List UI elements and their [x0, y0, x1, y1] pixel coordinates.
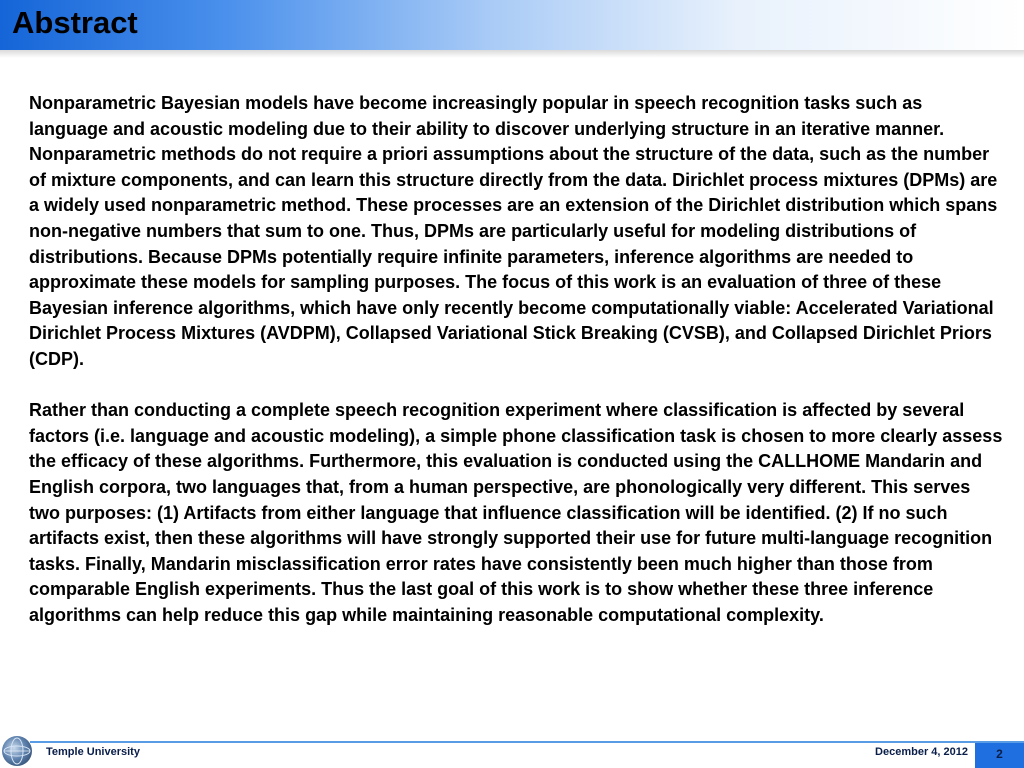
globe-icon	[2, 736, 32, 766]
slide-footer	[0, 736, 1024, 768]
page-number-badge: 2	[975, 743, 1024, 768]
abstract-paragraph-2: Rather than conducting a complete speech recognition experiment where classification is affected by several factors (i.e. language and acoustic modeling), a simple phone classification task is chosen to more clearly assess the efficacy of these algorithms. Furthermore, this evaluation is conducted using the CALLHOME Mandarin and English corpora, two languages that, from a human perspective, are phonologically very different. This serves two purposes: (1) Artifacts from either language that influence classification will be identified. (2) If no such artifacts exist, then these algorithms will have strongly supported their use for future multi-language recognition tasks. Finally, Mandarin misclassification error rates have consistently been much higher than those from comparable English experiments. Thus the last goal of this work is to show whether these three inference algorithms can help reduce this gap while maintaining reasonable computational complexity.	[29, 400, 1003, 625]
abstract-paragraph-1: Nonparametric Bayesian models have become increasingly popular in speech recognition tasks such as language and acoustic modeling due to their ability to discover underlying structure in an iterative manner. Nonparametric methods do not require a priori assumptions about the structure of the data, such as the number of mixture components, and can learn this structure directly from the data. Dirichlet process mixtures (DPMs) are a widely used nonparametric method. These processes are an extension of the Dirichlet distribution which spans non-negative numbers that sum to one. Thus, DPMs are particularly useful for modeling distributions of distributions. Because DPMs potentially require infinite parameters, inference algorithms are needed to approximate these models for sampling purposes. The focus of this work is an evaluation of three of these Bayesian inference algorithms, which have only recently become computationally viable: Accelerated Variational Dirichlet Process Mixtures (AVDPM), Collapsed Variational Stick Breaking (CVSB), and Collapsed Dirichlet Priors (CDP).	[29, 93, 998, 369]
footer-organization: Temple University	[46, 746, 140, 758]
slide-body	[29, 91, 1004, 628]
footer-divider	[30, 741, 1024, 743]
title-underline	[0, 50, 1024, 58]
slide-title: Abstract	[12, 5, 138, 40]
title-bar	[0, 0, 1024, 50]
footer-date: December 4, 2012	[875, 746, 968, 758]
